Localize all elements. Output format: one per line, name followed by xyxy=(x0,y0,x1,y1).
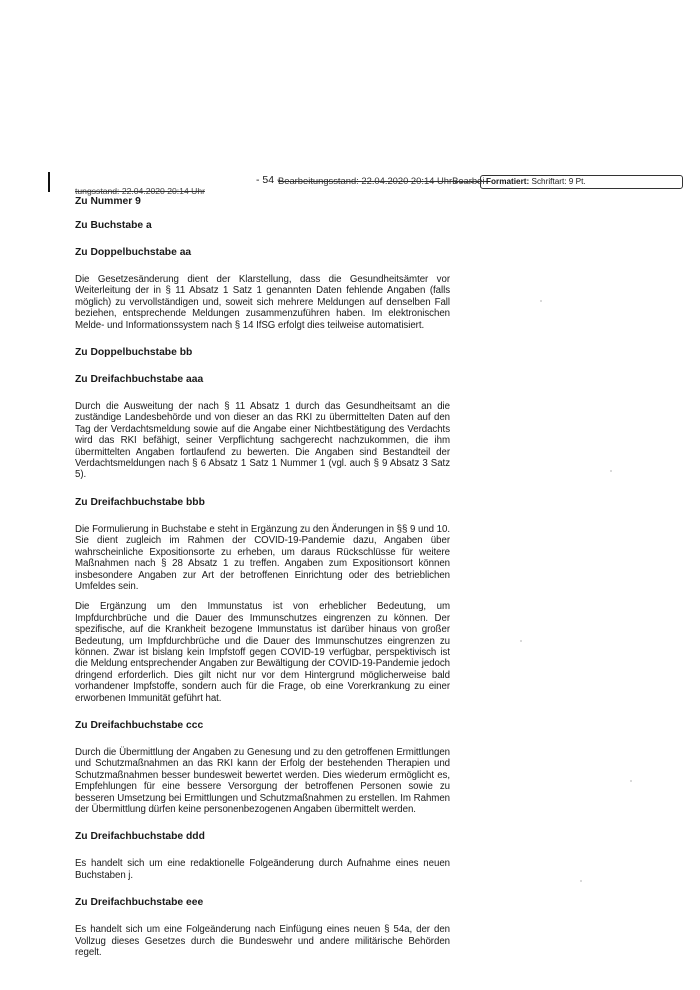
heading-dreifachbuchstabe-eee: Zu Dreifachbuchstabe eee xyxy=(75,897,204,909)
paragraph-eee: Es handelt sich um eine Folgeänderung nach Einfügung eines neuen § 54a, der den Vollzug dieses Gesetzes durch die Bundeswehr und andere militärische Behörden regelt. xyxy=(75,924,450,959)
deleted-revision-stamp: Bearbeitungsstand: 22.04.2020 20:14 UhrBearbei- xyxy=(278,175,488,186)
heading-dreifachbuchstabe-ccc: Zu Dreifachbuchstabe ccc xyxy=(75,719,204,731)
heading-dreifachbuchstabe-ddd: Zu Dreifachbuchstabe ddd xyxy=(75,831,205,843)
change-bar xyxy=(48,172,50,192)
heading-buchstabe-a: Zu Buchstabe a xyxy=(75,220,152,231)
format-comment-label: Formatiert: xyxy=(486,177,530,186)
page-header xyxy=(250,174,682,190)
heading-nummer-9: Zu Nummer 9 xyxy=(75,196,141,207)
scan-speck xyxy=(580,880,582,882)
paragraph-aaa: Durch die Ausweitung der nach § 11 Absatz 1 durch das Gesundheitsamt an die zuständige Landesbehörde und von dieser an das RKI zu übermittelten Daten auf den Tag der Verdachtsmeldung sowie auf die Angabe einer Nichtbestätigung des Verdachts wird das RKI befähigt, seiner Verpflichtung sachgerecht nachzukommen, die ihm übermittelten Angaben fortlaufend zu bewerten. Die Angaben sind Bestandteil der Verdachtsmeldungen nach § 6 Absatz 1 Satz 1 Nummer 1 (vgl. auch § 9 Absatz 3 Satz 5). xyxy=(75,401,450,481)
format-comment-value: Schriftart: 9 Pt. xyxy=(531,177,586,186)
paragraph-ccc: Durch die Übermittlung der Angaben zu Genesung und zu den getroffenen Ermittlungen und Schutzmaßnahmen an das RKI kann der Erfolg der bestehenden Therapien und Schutzmaßnahmen besser bundesweit bewertet werden. Dies wiederum ermöglicht es, Empfehlungen für eine bessere Versorgung der betroffenen Personen sowie zu besseren Umsetzung bei Ermittlungen und Schutzmaßnahmen zu erstellen. Im Rahmen der Übermittlung dürfen keine personenbezogenen Angaben übermittelt werden. xyxy=(75,746,450,815)
scan-speck xyxy=(520,640,522,642)
paragraph-ddd: Es handelt sich um eine redaktionelle Folgeänderung durch Aufnahme eines neuen Buchstaben j. xyxy=(75,858,450,881)
heading-dreifachbuchstabe-aaa: Zu Dreifachbuchstabe aaa xyxy=(75,374,204,386)
scan-speck xyxy=(630,780,632,782)
format-comment-box xyxy=(480,175,683,189)
page-number: - 54 - xyxy=(256,174,281,186)
heading-dreifachbuchstabe-bbb: Zu Dreifachbuchstabe bbb xyxy=(75,496,205,508)
paragraph-aa: Die Gesetzesänderung dient der Klarstellung, dass die Gesundheitsämter vor Weiterleitung der in § 11 Absatz 1 Satz 1 genannten Daten fehlende Angaben (falls möglich) zu vervollständigen und, soweit sich mehrere Meldungen auf denselben Fall beziehen, entsprechende Meldungen zusammenzuführen haben. Im elektronischen Melde- und Informationssystem nach § 14 IfSG erfolgt dies teilweise automatisiert. xyxy=(75,274,450,331)
comment-connector-line xyxy=(455,182,479,183)
scan-speck xyxy=(610,470,612,472)
deleted-revision-stamp-continuation: tungsstand: 22.04.2020 20:14 Uhr xyxy=(75,186,205,196)
heading-doppelbuchstabe-aa: Zu Doppelbuchstabe aa xyxy=(75,247,192,258)
paragraph-bbb-2: Die Ergänzung um den Immunstatus ist von erheblicher Bedeutung, um Impfdurchbrüche und die Dauer des Immunschutzes eingrenzen zu können. Der spezifische, auf die Krankheit bezogene Immunstatus ist darüber hinaus von großer Bedeutung, um Impfdurchbrüche und die Dauer des Immunschutzes eingrenzen zu können. Zwar ist bislang kein Impfstoff gegen COVID-19 verfügbar, perspektivisch ist die Meldung entsprechender Angaben zur Bewältigung der COVID-19-Pandemie jedoch dringend erforderlich. Dies gilt nicht nur vor dem Hintergrund möglicherweise bald vorhandener Impfstoffe, sondern auch für die Frage, ob eine Vorerkrankung zu einer erworbenen Immunität geführt hat. xyxy=(75,601,450,704)
document-body xyxy=(75,196,450,974)
heading-doppelbuchstabe-bb: Zu Doppelbuchstabe bb xyxy=(75,347,193,359)
paragraph-bbb-1: Die Formulierung in Buchstabe e steht in Ergänzung zu den Änderungen in §§ 9 und 10. Sie dient zugleich im Rahmen der COVID-19-Pandemie dazu, Angaben über wahrscheinliche Expositionsorte zu erheben, um daraus Rückschlüsse für weitere Maßnahmen nach § 28 Absatz 1 zu treffen. Angaben zum Expositionsort können insbesondere Angaben zur Art der betroffenen Einrichtung oder des betrieblichen Umfeldes sein. xyxy=(75,523,450,592)
scan-speck xyxy=(540,300,542,302)
